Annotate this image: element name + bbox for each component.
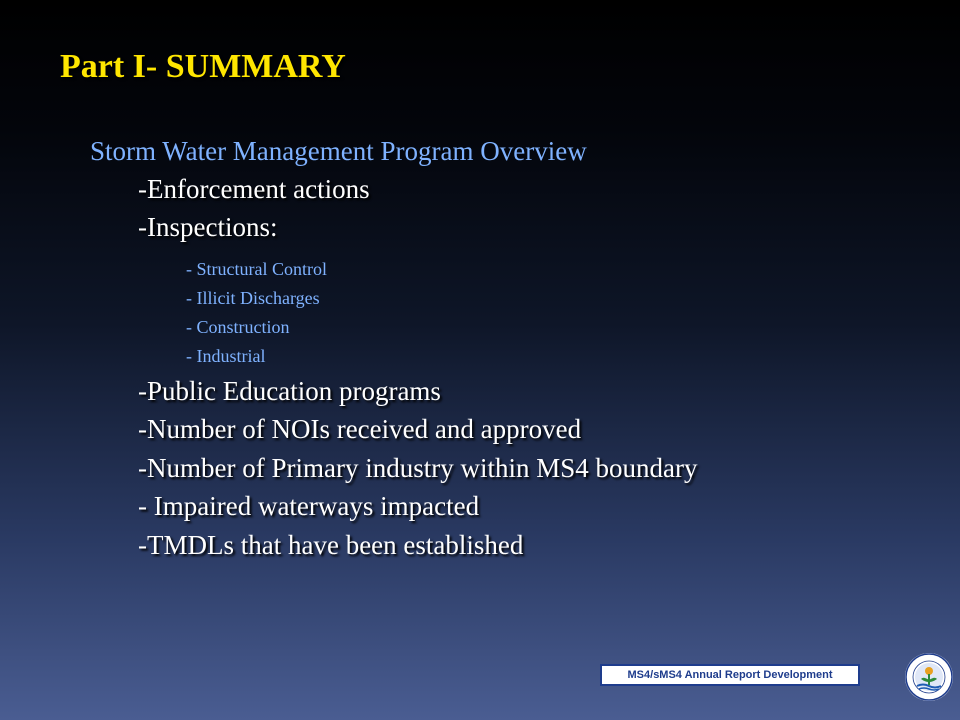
list-item-impaired-waterways: - Impaired waterways impacted [138, 491, 480, 521]
sublist-item-structural-control: - Structural Control [186, 259, 327, 279]
section-heading: Storm Water Management Program Overview [90, 136, 587, 166]
footer-label: MS4/sMS4 Annual Report Development [600, 664, 860, 686]
list-item-nois: -Number of NOIs received and approved [138, 414, 582, 444]
epa-seal-icon [904, 652, 954, 702]
sublist-item-construction: - Construction [186, 317, 290, 337]
list-item-public-education: -Public Education programs [138, 376, 441, 406]
list-item-inspections: -Inspections: [138, 212, 278, 242]
sublist-item-industrial: - Industrial [186, 346, 266, 366]
list-item-tmdls: -TMDLs that have been established [138, 530, 524, 560]
list-item-enforcement: -Enforcement actions [138, 174, 370, 204]
sublist-item-illicit-discharges: - Illicit Discharges [186, 288, 320, 308]
list-item-primary-industry: -Number of Primary industry within MS4 boundary [138, 453, 698, 483]
slide-title: Part I- SUMMARY [60, 48, 346, 85]
